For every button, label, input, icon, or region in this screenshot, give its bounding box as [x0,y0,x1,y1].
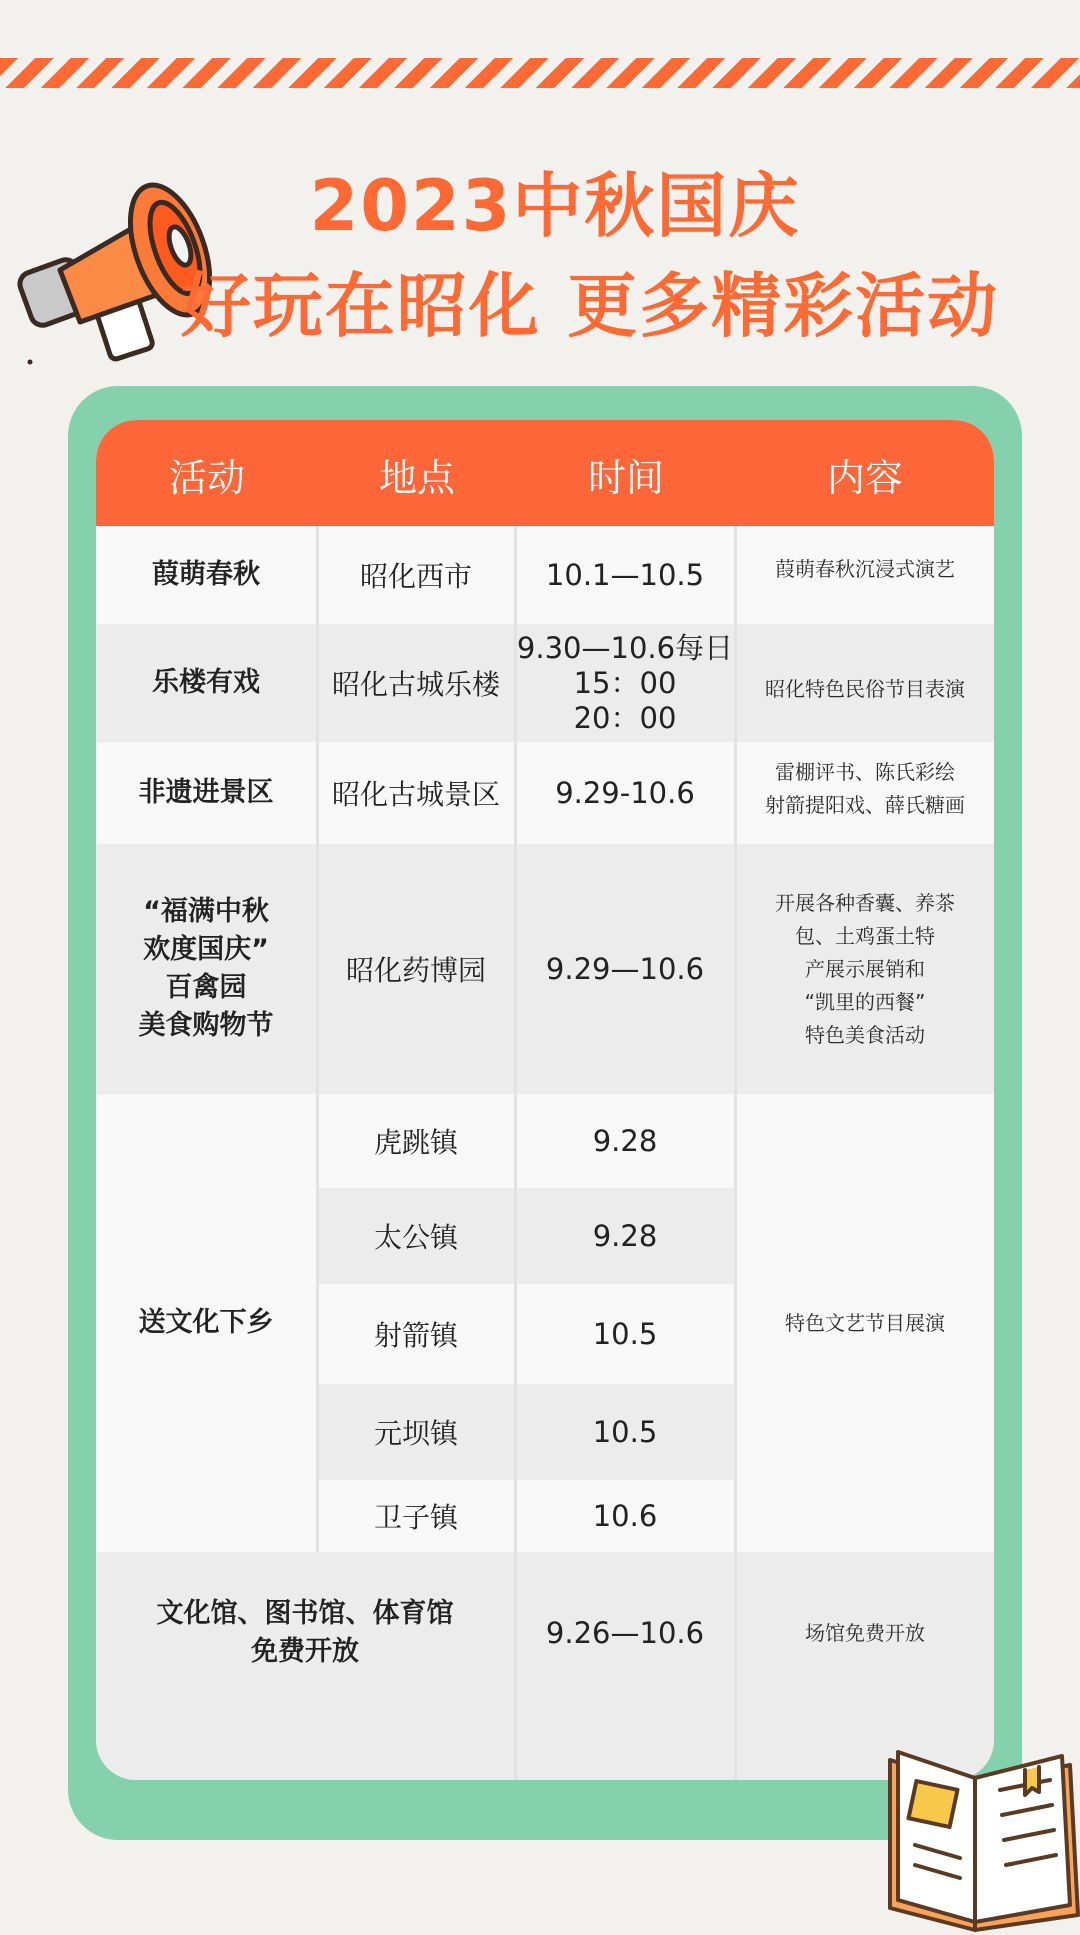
cell-location: 昭化古城乐楼 [331,668,500,701]
cell-time: 9.30—10.6每日 15：00 20：00 [516,630,734,735]
cell-time: 9.26—10.6 [545,1615,705,1650]
header-content: 内容 [826,456,903,500]
cell-time: 10.5 [592,1316,658,1351]
cell-time: 10.5 [592,1414,658,1449]
cell-location: 卫子镇 [373,1501,458,1534]
cell-location: 元坝镇 [373,1417,458,1450]
cell-content: 开展各种香囊、养茶 包、土鸡蛋土特 产展示展销和 “凯里的西餐” 特色美食活动 [775,890,955,1047]
cell-activity: 送文化下乡 [138,1307,274,1338]
cell-activity: 非遗进景区 [138,777,274,808]
cell-location: 昭化西市 [359,560,472,593]
cell-time: 10.1—10.5 [545,557,705,592]
open-book-icon [880,1740,1080,1935]
cell-activity: 乐楼有戏 [152,667,260,698]
cell-content: 昭化特色民俗节目表演 [765,676,965,701]
cell-content: 场馆免费开放 [805,1620,925,1645]
cell-time: 9.28 [592,1218,658,1253]
cell-location: 太公镇 [373,1221,458,1254]
cell-location: 虎跳镇 [373,1126,458,1159]
header-activity: 活动 [168,456,245,500]
cell-activity: “福满中秋 欢度国庆” 百禽园 美食购物节 [138,896,274,1041]
table-header [96,420,994,526]
decorative-stripe [0,58,1080,88]
title-line-2: 好玩在昭化 更多精彩活动 [180,265,1000,347]
cell-time: 9.28 [592,1123,658,1158]
cell-location: 射箭镇 [373,1319,458,1352]
header-location: 地点 [378,456,455,500]
cell-content: 葭萌春秋沉浸式演艺 [775,556,955,581]
cell-time: 9.29—10.6 [545,951,705,986]
cell-content: 雷棚评书、陈氏彩绘 射箭提阳戏、薛氏糖画 [765,760,965,817]
cell-time: 9.29-10.6 [555,775,695,810]
cell-location: 昭化药博园 [345,954,486,987]
cell-activity: 文化馆、图书馆、体育馆 免费开放 [156,1598,454,1667]
title-line-1: 2023中秋国庆 [309,165,801,247]
cell-content: 特色文艺节目展演 [785,1310,945,1335]
header-time: 时间 [587,456,664,500]
schedule-table [96,420,994,1780]
cell-time: 10.6 [592,1498,658,1533]
cell-activity: 葭萌春秋 [152,559,260,590]
cell-location: 昭化古城景区 [331,778,500,811]
